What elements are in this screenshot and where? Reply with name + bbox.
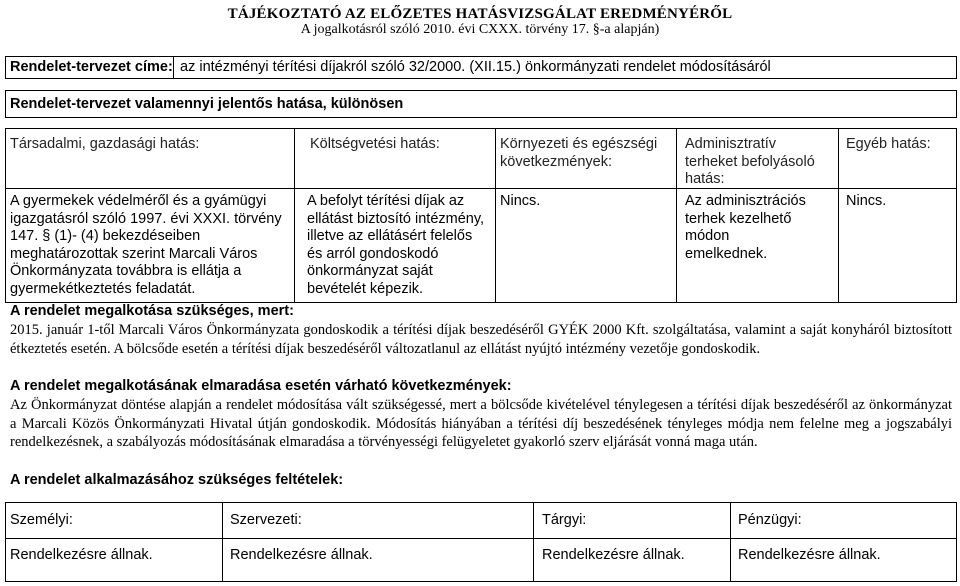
condition-label-personal: Személyi: xyxy=(10,512,73,528)
condition-value-organizational: Rendelkezésre állnak. xyxy=(230,547,373,563)
impact-header-administrative: Adminisztratív terheket befolyásoló hatás: xyxy=(685,136,815,187)
condition-label-material: Tárgyi: xyxy=(542,512,587,528)
impact-body-other: Nincs. xyxy=(846,193,887,209)
impact-body-environment: Nincs. xyxy=(500,193,541,209)
document-title: TÁJÉKOZTATÓ AZ ELŐZETES HATÁSVIZSGÁLAT EREDMÉNYÉRŐL xyxy=(227,6,733,22)
impact-header-other: Egyéb hatás: xyxy=(846,136,931,152)
decree-title-label: Rendelet-tervezet címe: xyxy=(10,59,173,75)
decree-title-value: az intézményi térítési díjakról szóló 32/2000. (XII.15.) önkormányzati rendelet módosításáról xyxy=(180,59,771,75)
impact-header-budget: Költségvetési hatás: xyxy=(310,136,440,152)
omission-heading: A rendelet megalkotásának elmaradása esetén várható következmények: xyxy=(10,378,512,394)
document-subtitle: A jogalkotásról szóló 2010. évi CXXX. törvény 17. §-a alapján) xyxy=(300,22,660,37)
conditions-table xyxy=(5,502,957,582)
condition-value-personal: Rendelkezésre állnak. xyxy=(10,547,153,563)
impact-body-administrative: Az adminisztrációs terhek kezelhető módon emelkednek. xyxy=(685,193,806,262)
impact-body-social: A gyermekek védelméről és a gyámügyi igazgatásról szóló 1997. évi XXXI. törvény 147. § (1)- (4) bekezdéseiben meghatározottak szerint Marcali Város Önkormányzata továbbra is ellátja a gyermekétkeztetés feladatát. xyxy=(10,193,282,297)
condition-label-organizational: Szervezeti: xyxy=(230,512,302,528)
condition-value-material: Rendelkezésre állnak. xyxy=(542,547,685,563)
condition-value-financial: Rendelkezésre állnak. xyxy=(738,547,881,563)
impact-body-budget: A befolyt térítési díjak az ellátást biztosító intézmény, illetve az ellátásért felelős és arról gondoskodó önkormányzat saját bevételét képezik. xyxy=(307,193,485,297)
condition-label-financial: Pénzügyi: xyxy=(738,512,802,528)
omission-text: Az Önkormányzat döntése alapján a rendelet módosítása vált szükségessé, mert a bölcsőde kivételével ténylegesen a térítési díjak beszedéséről az önkormányzat a Marcali Közös Önkormányzati Hivatal útján gondoskodik. Módosítás hiányában a térítési díj beszedésének tényleges módja nem felelne meg a jogszabályi rendelkezésnek, a szabályozás módosításának elmaradása a törvényességi felügyeletet gyakorló szerv eljárását vonná maga után. xyxy=(10,397,952,450)
impact-header-social: Társadalmi, gazdasági hatás: xyxy=(10,136,200,152)
conditions-heading: A rendelet alkalmazásához szükséges feltételek: xyxy=(10,472,344,488)
effects-heading: Rendelet-tervezet valamennyi jelentős hatása, különösen xyxy=(10,96,404,112)
impact-header-environment: Környezeti és egészségi következmények: xyxy=(500,136,658,170)
necessity-text: 2015. január 1-től Marcali Város Önkormányzata gondoskodik a térítési díjak beszedéséről GYÉK 2000 Kft. szolgáltatása, valamint a saját konyháról biztosított étkeztetés esetén. A bölcsőde esetén a térítési díjak beszedéséről változatlanul az ellátást nyújtó intézmény vezetője gondoskodik. xyxy=(10,322,952,357)
necessity-heading: A rendelet megalkotása szükséges, mert: xyxy=(10,303,294,319)
